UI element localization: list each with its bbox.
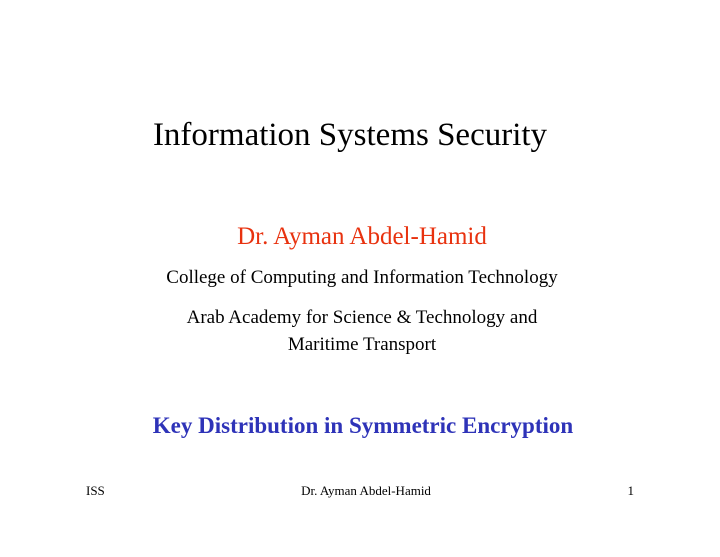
slide-subtitle: Key Distribution in Symmetric Encryption (152, 413, 574, 438)
academy-line-2: Maritime Transport (287, 334, 437, 355)
footer-page-number: 1 (627, 483, 634, 498)
college-name: College of Computing and Information Technology (166, 267, 558, 288)
footer-author: Dr. Ayman Abdel-Hamid (301, 483, 431, 498)
slide-title: Information Systems Security (152, 117, 548, 153)
academy-line-1: Arab Academy for Science & Technology and (186, 307, 538, 328)
academy-name (0, 304, 720, 358)
footer-course-code: ISS (86, 483, 105, 498)
author-name: Dr. Ayman Abdel-Hamid (237, 223, 487, 250)
